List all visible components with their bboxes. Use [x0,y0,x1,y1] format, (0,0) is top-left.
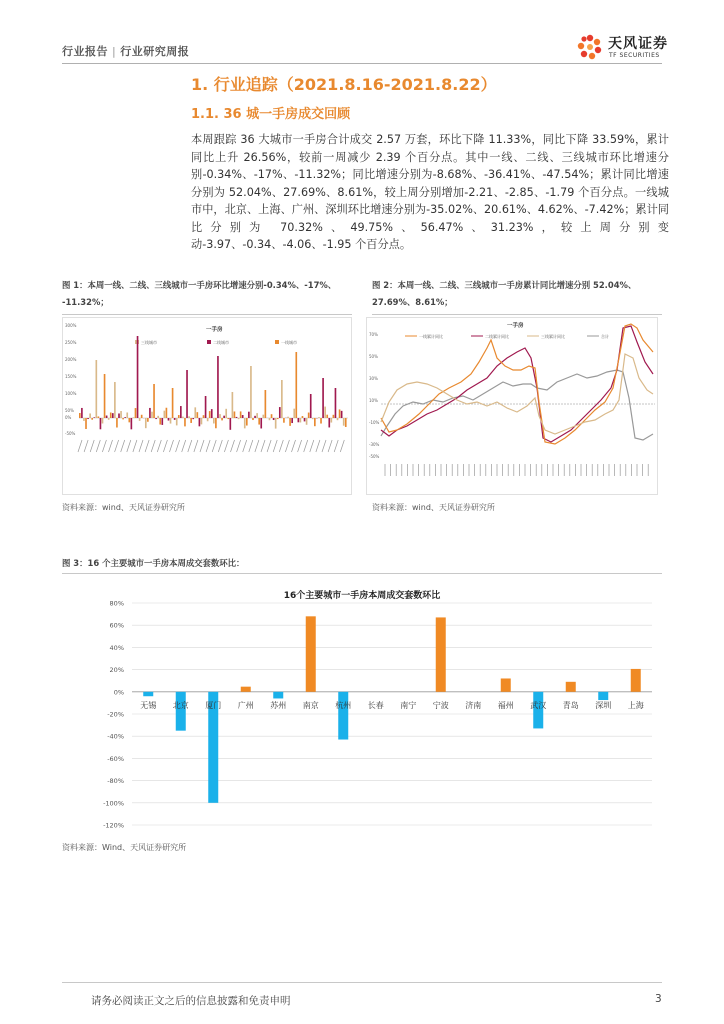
fig1-bar [269,418,271,420]
fig1-bar [102,418,104,423]
fig1-bar [318,417,320,418]
fig3-ytick-label: 20% [109,666,124,675]
fig2-legend-total: 合计 [601,334,609,339]
fig1-xtick-mark [90,440,94,452]
fig3-xlabel: 广州 [237,700,254,710]
fig1-bar [128,418,130,422]
fig1-bar [137,336,139,418]
fig1-xtick-mark [188,440,192,452]
fig1-bar [298,418,300,422]
fig1-bar [192,418,194,419]
figure1-bars [79,336,347,430]
fig1-bar [155,418,157,419]
fig1-xtick-mark [127,440,131,452]
fig1-bar [87,418,89,419]
fig1-xtick-mark [237,440,241,452]
fig3-bar-苏州 [273,692,283,699]
fig1-bar [141,415,143,418]
page-number: 3 [655,993,662,1005]
logo-text-cn: 天风证券 [608,36,668,52]
fig1-bar [145,418,147,428]
fig1-bar [180,406,182,418]
fig1-bar [188,416,190,418]
figure2-caption [372,277,662,311]
footer-rule [62,982,662,983]
fig1-xtick-mark [121,440,125,452]
fig3-xlabel: 杭州 [335,700,352,710]
figure1-legend [135,339,297,345]
fig1-bar [322,378,324,418]
fig1-xtick-mark [224,440,228,452]
fig1-bar [229,418,231,430]
fig1-xtick-mark [157,440,161,452]
fig3-bar-广州 [241,687,251,692]
fig3-bar-南京 [306,616,316,691]
fig1-bar [174,418,176,420]
fig1-ytick-2: 200% [65,357,77,362]
fig3-xlabel: 宁波 [432,700,449,710]
fig1-bar [227,418,229,419]
figure1-svg [63,318,351,494]
fig1-xtick-mark [163,440,167,452]
fig1-bar [242,415,244,418]
fig1-bar [232,392,234,418]
fig1-bar [135,408,137,418]
fig1-bar [314,418,316,426]
fig1-xtick-mark [322,440,326,452]
fig1-bar [300,418,302,422]
fig1-bar [199,418,201,426]
fig1-bar [133,417,135,418]
fig1-bar [221,418,223,420]
fig1-bar [256,413,258,418]
fig1-xtick-mark [96,440,100,452]
figure2-svg [367,318,657,494]
fig1-bar [265,390,267,418]
fig2-ytick-3: 10% [369,398,378,403]
figure1-source: 资料来源：wind、天风证券研究所 [62,503,185,512]
section-heading: 1. 行业追踪（2021.8.16-2021.8.22） [191,75,497,94]
fig1-xtick-mark [255,440,259,452]
figure1-caption-line2: -11.32%； [62,297,109,307]
fig3-xlabel: 南京 [302,700,319,710]
figure2-caption-rule [372,314,662,315]
fig3-xlabel: 济南 [465,700,482,710]
fig1-legend-tier3: 三线城市 [141,340,157,345]
fig3-xlabel: 长春 [367,700,384,710]
figure1-y-ticks [65,323,77,436]
fig1-bar [190,418,192,423]
fig1-ytick-1: 250% [65,340,77,345]
fig1-bar [85,418,87,429]
figure1-caption-line1: 图 1：本周一线、二线、三线城市一手房环比增速分别-0.34%、-17%、 [62,280,337,290]
fig1-xtick-mark [249,440,253,452]
fig3-bar-杭州 [338,692,348,740]
fig1-bar [79,413,81,418]
fig1-xtick-mark [273,440,277,452]
fig1-bar [182,417,184,418]
fig1-bar [252,418,254,420]
figure2-title: 一手房 [507,323,524,329]
fig1-bar [277,418,279,419]
fig3-xlabel: 青岛 [562,700,579,710]
fig1-bar [194,407,196,418]
fig1-bar [310,394,312,418]
fig1-bar [302,416,304,418]
figure1-title: 一手房 [206,327,223,333]
fig1-bar [248,412,250,418]
fig1-bar [126,412,128,418]
figure1-x-labels [78,440,344,452]
fig1-xtick-mark [231,440,235,452]
fig1-xtick-mark [243,440,247,452]
fig1-bar [168,418,170,421]
fig3-xlabel: 武汉 [530,700,547,710]
fig1-bar [304,418,306,421]
fig1-xtick-mark [285,440,289,452]
fig1-xtick-mark [194,440,198,452]
fig1-bar [112,413,114,418]
fig1-bar [328,418,330,427]
fig3-ytick-label: 40% [109,643,124,652]
figure3-x-labels [140,700,644,710]
fig1-bar [289,418,291,426]
fig1-bar [186,370,188,418]
fig1-bar [159,418,161,425]
logo-text-en: TF SECURITIES [609,52,660,59]
fig1-bar [164,411,166,418]
fig1-bar [89,413,91,418]
fig3-ytick-label: -40% [107,732,124,741]
fig3-bar-青岛 [566,682,576,692]
fig1-xtick-mark [279,440,283,452]
fig1-xtick-mark [267,440,271,452]
fig1-bar [122,418,124,419]
fig2-legend-tier2: 二线累计同比 [485,334,509,339]
fig3-bar-深圳 [598,692,608,700]
fig1-bar [211,409,213,418]
fig1-bar [176,418,178,425]
fig1-bar [306,418,308,425]
fig3-xlabel: 北京 [172,700,189,710]
fig1-bar [93,417,95,418]
fig1-bar [308,413,310,418]
fig1-bar [246,418,248,426]
fig1-xtick-mark [139,440,143,452]
fig1-legend-tier1: 一线城市 [281,340,297,345]
fig1-bar [345,418,347,427]
figure3-y-ticks [103,600,124,830]
figure2-caption-line1: 图 2：本周一线、二线、三线城市一手房累计同比增速分别 52.04%、 [372,280,637,290]
fig3-bar-无锡 [143,692,153,696]
fig1-bar [207,418,209,421]
fig1-xtick-mark [304,440,308,452]
fig1-bar [333,415,335,418]
fig1-bar [131,418,133,429]
fig1-bar [91,418,93,420]
fig3-ytick-label: 80% [109,599,124,608]
fig3-ytick-label: -120% [103,821,124,830]
fig3-ytick-label: 0% [113,688,124,697]
fig1-bar [225,409,227,418]
figure2-chart [366,317,658,495]
report-category: 行业报告 [62,45,108,58]
fig1-bar [118,413,120,418]
fig2-legend-tier1: 一线累计同比 [419,334,443,339]
figure3-title: 16个主要城市一手房本周成交套数环比 [283,591,441,601]
fig1-bar [343,418,345,426]
fig1-bar [120,411,122,418]
figure3-caption-rule [62,573,662,574]
fig2-series-tier2 [381,326,653,442]
figure1-caption-rule [62,314,352,315]
fig1-bar [335,388,337,418]
fig1-xtick-mark [261,440,265,452]
fig1-bar [95,360,97,418]
fig1-xtick-mark [109,440,113,452]
fig1-bar [104,374,106,418]
fig1-bar [295,352,297,418]
fig1-bar [331,418,333,423]
fig1-bar [223,416,225,418]
fig1-legend-swatch-tier1 [275,340,279,344]
fig1-bar [100,418,102,429]
fig1-bar [244,418,246,428]
fig1-bar [240,411,242,418]
fig3-xlabel: 上海 [627,700,644,710]
fig1-bar [161,418,163,425]
fig1-bar [337,418,339,420]
fig1-bar [197,412,199,418]
fig2-ytick-0: 70% [369,332,378,337]
fig1-bar [157,416,159,418]
fig2-ytick-1: 50% [369,354,378,359]
fig1-bar [339,409,341,418]
fig1-bar [209,411,211,418]
fig2-ytick-2: 30% [369,376,378,381]
fig1-bar [238,418,240,419]
fig3-bar-北京 [176,692,186,731]
fig1-xtick-mark [334,440,338,452]
fig3-xlabel: 苏州 [270,700,287,710]
fig1-xtick-mark [292,440,296,452]
fig1-xtick-mark [115,440,119,452]
figure2-source: 资料来源：wind、天风证券研究所 [372,503,495,512]
fig2-series-tier3 [381,354,653,434]
fig1-bar [203,415,205,418]
fig1-bar [172,388,174,418]
fig1-bar [124,417,126,418]
fig1-xtick-mark [182,440,186,452]
fig1-bar [250,366,252,418]
fig1-bar [201,418,203,424]
figure1-caption [62,277,352,311]
fig3-ytick-label: -60% [107,754,124,763]
fig1-ytick-5: 50% [65,408,74,413]
figure2-caption-line2: 27.69%、8.61%； [372,297,453,307]
fig1-ytick-0: 300% [65,323,77,328]
fig3-xlabel: 深圳 [595,700,612,710]
fig1-xtick-mark [151,440,155,452]
fig1-bar [108,418,110,420]
fig2-legend-tier3: 三线累计同比 [541,334,565,339]
fig1-bar [106,416,108,418]
fig1-bar [291,418,293,423]
fig1-ytick-7: -50% [65,431,76,436]
fig1-bar [326,415,328,418]
fig3-xlabel: 无锡 [140,700,157,710]
fig1-bar [178,415,180,418]
fig3-ytick-label: 60% [109,621,124,630]
fig1-xtick-mark [145,440,149,452]
fig1-bar [114,382,116,418]
fig1-xtick-mark [328,440,332,452]
fig1-bar [153,384,155,418]
fig1-bar [281,380,283,418]
figure1-chart [62,317,352,495]
header-separator: | [112,45,117,58]
fig1-xtick-mark [176,440,180,452]
fig1-bar [273,418,275,420]
report-subcategory: 行业研究周报 [120,45,190,58]
fig1-bar [147,418,149,422]
figure3-svg [62,576,662,834]
fig1-xtick-mark [78,440,82,452]
fig1-bar [260,418,262,428]
fig2-ytick-4: -10% [369,420,380,425]
fig3-ytick-label: -100% [103,799,124,808]
fig1-ytick-6: 0% [65,415,72,420]
fig2-ytick-6: -50% [369,454,380,459]
figure2-y-ticks [369,332,380,459]
fig1-xtick-mark [102,440,106,452]
fig1-ytick-3: 150% [65,374,77,379]
fig1-bar [217,356,219,418]
fig1-xtick-mark [170,440,174,452]
fig1-bar [234,411,236,418]
fig3-xlabel: 厦门 [205,700,222,710]
fig1-legend-tier2: 二线城市 [213,340,229,345]
fig1-bar [83,418,85,421]
fig1-bar [116,418,118,428]
fig3-xlabel: 福州 [497,700,514,710]
report-type-header [62,43,189,59]
fig3-bar-上海 [631,669,641,692]
fig1-bar [258,418,260,425]
fig3-ytick-label: -80% [107,777,124,786]
fig1-xtick-mark [133,440,137,452]
fig1-bar [151,412,153,418]
fig3-bar-宁波 [436,617,446,691]
summary-paragraph: 本周跟踪 36 大城市一手房合计成交 2.57 万套，环比下降 11.33%，同比下降 33.59%，累计同比上升 26.56%，较前一周减少 2.39 个百分点。其中一线、二线、三线城市环比增速分别-0.34%、-17%、-11.32%；同比增速分别为-8.68%、-36.41%、-47.54%；累计同比增速分别为 52.04%、27.69%、8.61%，较上周分别增加-2.21、-2.85、-1.79 个百分点。一线城市中，北京、上海、广州、深圳环比增速分别为-35.02%、20.61%、4.62%、-7.42%；累计同比分别为 70.32%、49.75%、56.47%、31.23%，较上周分别变动-3.97、-0.34、-4.06、-1.95 个百分点。 [191,133,669,251]
fig1-ytick-4: 100% [65,391,77,396]
fig1-bar [312,418,314,419]
fig1-bar [81,408,83,418]
fig1-xtick-mark [200,440,204,452]
fig1-xtick-mark [212,440,216,452]
fig1-xtick-mark [316,440,320,452]
fig1-bar [341,411,343,418]
fig1-bar [139,418,141,421]
fig1-xtick-mark [218,440,222,452]
fig3-ytick-label: -20% [107,710,124,719]
fig1-bar [170,418,172,424]
fig1-bar [205,396,207,418]
subsection-heading: 1.1. 36 城一手房成交回顾 [191,107,351,122]
fig2-series-total [381,370,653,440]
figure3-caption: 图 3：16 个主要城市一手房本周成交套数环比： [62,558,245,568]
fig3-xlabel: 南宁 [400,700,417,710]
fig1-bar [184,418,186,426]
fig1-xtick-mark [206,440,210,452]
fig2-ytick-5: -30% [369,442,380,447]
fig1-bar [320,418,322,424]
fig1-bar [166,408,168,418]
fig1-bar [324,407,326,418]
fig1-bar [287,417,289,418]
fig3-bar-福州 [501,678,511,691]
fig1-bar [271,414,273,418]
fig1-bar [215,418,217,428]
fig1-bar [262,415,264,418]
fig1-xtick-mark [310,440,314,452]
fig1-bar [279,407,281,418]
fig1-bar [219,414,221,418]
figure3-chart [62,576,662,834]
fig3-bar-武汉 [533,692,543,729]
fig1-bar [293,409,295,418]
fig1-bar [213,418,215,423]
fig1-bar [236,417,238,418]
fig1-legend-swatch-tier2 [207,340,211,344]
fig1-xtick-mark [298,440,302,452]
fig1-bar [98,416,100,418]
figure2-x-labels [385,464,648,476]
figure2-legend [405,333,609,339]
fig1-bar [275,418,277,429]
fig1-bar [110,413,112,418]
footer-disclaimer: 请务必阅读正文之后的信息披露和免责申明 [91,995,291,1007]
fig1-bar [149,408,151,418]
fig1-bar [254,416,256,418]
figure3-source: 资料来源：Wind、天风证券研究所 [62,843,187,852]
fig1-xtick-mark [84,440,88,452]
fig1-xtick-mark [340,440,344,452]
fig1-bar [283,418,285,423]
